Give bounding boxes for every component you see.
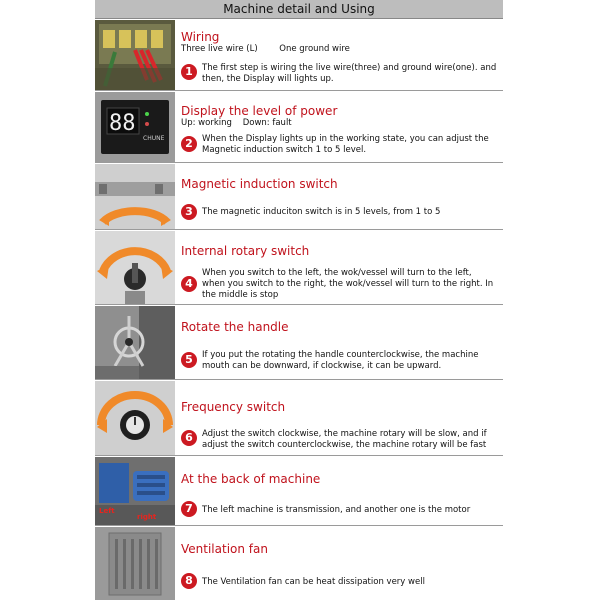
section-title: Frequency switch	[181, 400, 286, 414]
section-title: Rotate the handle	[181, 320, 289, 334]
section-description: The magnetic induciton switch is in 5 levels, from 1 to 5	[202, 207, 441, 217]
frequency-switch-photo	[95, 381, 175, 455]
section-wiring	[95, 19, 503, 91]
display-digits: 88	[109, 111, 136, 136]
machine-detail-sheet	[95, 0, 503, 600]
step-number-badge: 1	[181, 64, 197, 80]
section-title: Wiring	[181, 30, 220, 44]
wiring-photo	[95, 20, 175, 90]
section-back-of-machine	[95, 456, 503, 526]
section-display	[95, 91, 503, 163]
section-rotate-handle	[95, 305, 503, 380]
step-number-badge: 3	[181, 204, 197, 220]
ventilation-fan-photo	[95, 527, 175, 600]
right-label: right	[137, 513, 157, 521]
step-number-badge: 7	[181, 501, 197, 517]
page-title: Machine detail and Using	[95, 0, 503, 19]
section-description: The left machine is transmission, and another one is the motor	[202, 505, 471, 515]
section-description: If you put the rotating the handle counterclockwise, the machine mouth can be downward, if clockwise, it can be upward.	[202, 350, 479, 371]
section-title: Display the level of power	[181, 104, 338, 118]
section-description: When you switch to the left, the wok/vessel will turn to the left, when you switch to the right, the wok/vessel will turn to the right. In the middle is stop	[202, 268, 494, 300]
section-description: When the Display lights up in the working state, you can adjust the Magnetic induction switch 1 to 5 level.	[202, 134, 489, 155]
section-title: At the back of machine	[181, 472, 321, 486]
section-subtitle: Three live wire (L) One ground wire	[181, 44, 350, 54]
step-number-badge: 2	[181, 136, 197, 152]
display-brand: CHUNE	[143, 135, 165, 142]
section-internal-rotary-switch	[95, 230, 503, 305]
section-description: Adjust the switch clockwise, the machine rotary will be slow, and if adjust the switch counterclockwise, the machine rotary will be fast	[202, 429, 487, 450]
back-of-machine-photo	[95, 457, 175, 525]
display-photo	[95, 92, 175, 162]
left-label: Left	[99, 507, 115, 515]
section-description: The first step is wiring the live wire(three) and ground wire(one). and then, the Display will lights up.	[202, 63, 497, 84]
section-ventilation-fan	[95, 526, 503, 600]
rotary-switch-photo	[95, 231, 175, 304]
step-number-badge: 5	[181, 352, 197, 368]
step-number-badge: 8	[181, 573, 197, 589]
step-number-badge: 6	[181, 430, 197, 446]
section-subtitle: Up: working Down: fault	[181, 118, 292, 128]
magnetic-switch-photo	[95, 164, 175, 229]
section-magnetic-switch	[95, 163, 503, 230]
section-title: Magnetic induction switch	[181, 177, 338, 191]
section-description: The Ventilation fan can be heat dissipation very well	[202, 577, 425, 587]
section-frequency-switch	[95, 380, 503, 456]
step-number-badge: 4	[181, 276, 197, 292]
handle-photo	[95, 306, 175, 379]
section-title: Ventilation fan	[181, 542, 268, 556]
section-title: Internal rotary switch	[181, 244, 310, 258]
